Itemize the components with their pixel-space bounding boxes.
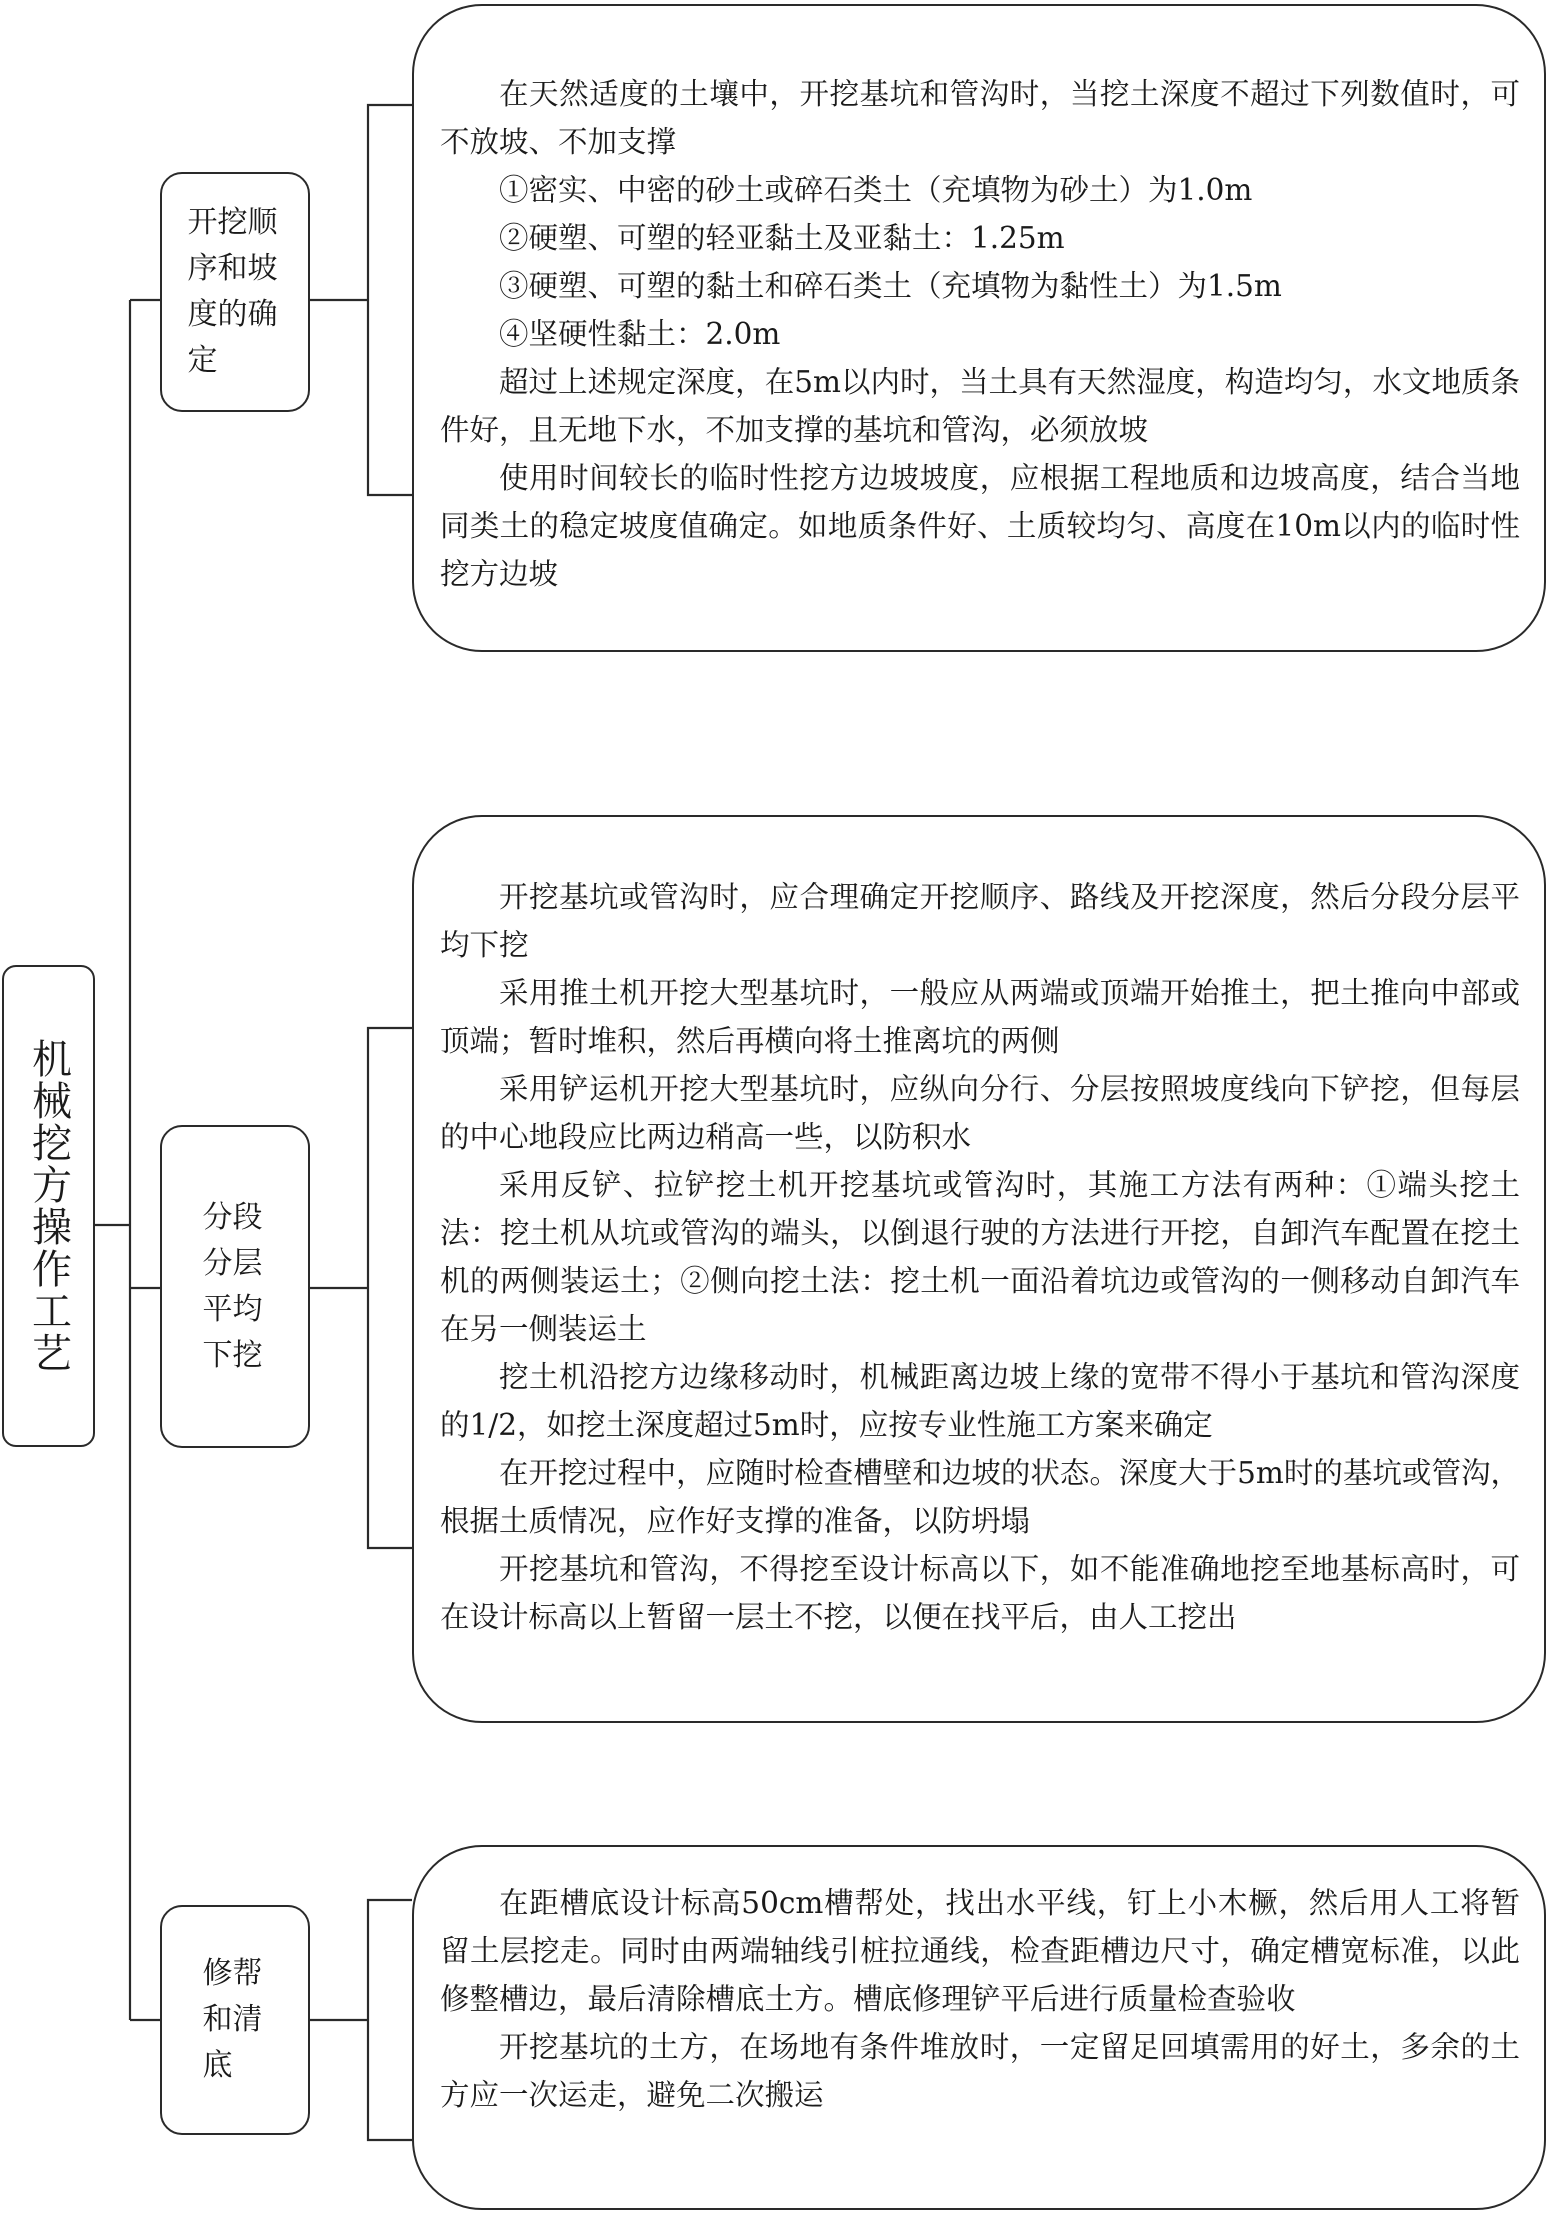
- paragraph: 开挖基坑的土方，在场地有条件堆放时，一定留足回填需用的好土，多余的土方应一次运走，避免二次搬运: [440, 2030, 1520, 2112]
- branch-node-layered-digging: [160, 1125, 310, 1448]
- bracket-2: [368, 1028, 412, 1548]
- root-label: 机械挖方操作工艺: [25, 1038, 72, 1374]
- branch-label: 修帮和清底: [202, 1956, 263, 2083]
- bracket-1: [368, 105, 412, 495]
- branch-label: 分段分层平均下挖: [202, 1199, 263, 1373]
- paragraph: 在天然适度的土壤中，开挖基坑和管沟时，当挖土深度不超过下列数值时，可不放坡、不加支撑: [440, 77, 1520, 159]
- paragraph: 挖土机沿挖方边缘移动时，机械距离边坡上缘的宽带不得小于基坑和管沟深度的1/2，如挖土深度超过5m时，应按专业性施工方案来确定: [440, 1360, 1520, 1442]
- paragraph: 在距槽底设计标高50cm槽帮处，找出水平线，钉上小木橛，然后用人工将暂留土层挖走。同时由两端轴线引桩拉通线，检查距槽边尺寸，确定槽宽标准，以此修整槽边，最后清除槽底土方。槽底修理铲平后进行质量检查验收: [440, 1886, 1520, 2016]
- paragraph: ①密实、中密的砂土或碎石类土（充填物为砂土）为1.0m: [499, 173, 1253, 207]
- branch-label: 开挖顺序和坡度的确定: [187, 205, 278, 378]
- paragraph: ②硬塑、可塑的轻亚黏土及亚黏土：1.25m: [499, 221, 1065, 255]
- paragraph: 开挖基坑或管沟时，应合理确定开挖顺序、路线及开挖深度，然后分段分层平均下挖: [440, 880, 1520, 962]
- root-node: [2, 965, 95, 1447]
- paragraph: 采用推土机开挖大型基坑时，一般应从两端或顶端开始推土，把土推向中部或顶端；暂时堆积，然后再横向将土推离坑的两侧: [440, 976, 1520, 1058]
- paragraph: 在开挖过程中，应随时检查槽壁和边坡的状态。深度大于5m时的基坑或管沟，根据土质情况，应作好支撑的准备，以防坍塌: [440, 1456, 1520, 1538]
- detail-text: [440, 70, 1520, 598]
- detail-text: [440, 873, 1520, 1641]
- branch-node-slope: [160, 172, 310, 412]
- paragraph: ③硬塑、可塑的黏土和碎石类土（充填物为黏性土）为1.5m: [499, 269, 1282, 303]
- detail-text: [440, 1879, 1520, 2119]
- paragraph: 超过上述规定深度，在5m以内时，当土具有天然湿度，构造均匀，水文地质条件好，且无地下水，不加支撑的基坑和管沟，必须放坡: [440, 365, 1520, 447]
- paragraph: ④坚硬性黏土：2.0m: [499, 317, 781, 351]
- bracket-3: [368, 1900, 412, 2140]
- paragraph: 开挖基坑和管沟，不得挖至设计标高以下，如不能准确地挖至地基标高时，可在设计标高以上暂留一层土不挖，以便在找平后，由人工挖出: [440, 1552, 1520, 1634]
- paragraph: 采用反铲、拉铲挖土机开挖基坑或管沟时，其施工方法有两种：①端头挖土法：挖土机从坑或管沟的端头，以倒退行驶的方法进行开挖，自卸汽车配置在挖土机的两侧装运土；②侧向挖土法：挖土机一面沿着坑边或管沟的一侧移动自卸汽车在另一侧装运土: [440, 1168, 1520, 1346]
- paragraph: 使用时间较长的临时性挖方边坡坡度，应根据工程地质和边坡高度，结合当地同类土的稳定坡度值确定。如地质条件好、土质较均匀、高度在10m以内的临时性挖方边坡: [440, 461, 1520, 591]
- detail-box-layered-digging: [412, 815, 1546, 1723]
- paragraph: 采用铲运机开挖大型基坑时，应纵向分行、分层按照坡度线向下铲挖，但每层的中心地段应比两边稍高一些，以防积水: [440, 1072, 1520, 1154]
- detail-box-trim-and-clear: [412, 1845, 1546, 2210]
- branch-node-trim-and-clear: [160, 1905, 310, 2135]
- detail-box-slope: [412, 4, 1546, 652]
